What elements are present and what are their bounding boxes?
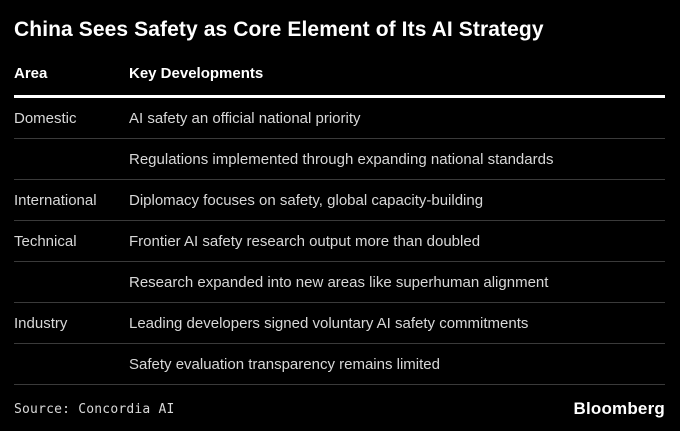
column-header-area: Area <box>14 65 48 83</box>
development-cell: Leading developers signed voluntary AI safety commitments <box>129 314 529 332</box>
bloomberg-logo: Bloomberg <box>573 399 665 419</box>
development-cell: Regulations implemented through expanding national standards <box>129 150 554 168</box>
development-cell: Safety evaluation transparency remains limited <box>129 355 440 373</box>
area-cell: Industry <box>14 314 68 332</box>
column-header-key-developments: Key Developments <box>129 65 264 83</box>
footer <box>14 394 665 424</box>
developments-table <box>14 65 665 385</box>
table-row-technical-2 <box>14 262 665 303</box>
table-row-domestic-2 <box>14 139 665 180</box>
development-cell: Diplomacy focuses on safety, global capacity-building <box>129 191 484 209</box>
area-cell: International <box>14 191 97 209</box>
table-row-domestic-1 <box>14 98 665 139</box>
development-cell: AI safety an official national priority <box>129 109 361 127</box>
table-row-industry-2 <box>14 344 665 385</box>
table-header-row <box>14 65 665 95</box>
area-cell: Domestic <box>14 109 77 127</box>
area-cell: Technical <box>14 232 77 250</box>
development-cell: Frontier AI safety research output more than doubled <box>129 232 481 250</box>
table-row-industry-1 <box>14 303 665 344</box>
source-credit: Source: Concordia AI <box>14 401 175 417</box>
table-row-technical-1 <box>14 221 665 262</box>
chart-title: China Sees Safety as Core Element of Its AI Strategy <box>14 18 544 41</box>
development-cell: Research expanded into new areas like superhuman alignment <box>129 273 549 291</box>
table-row-international <box>14 180 665 221</box>
